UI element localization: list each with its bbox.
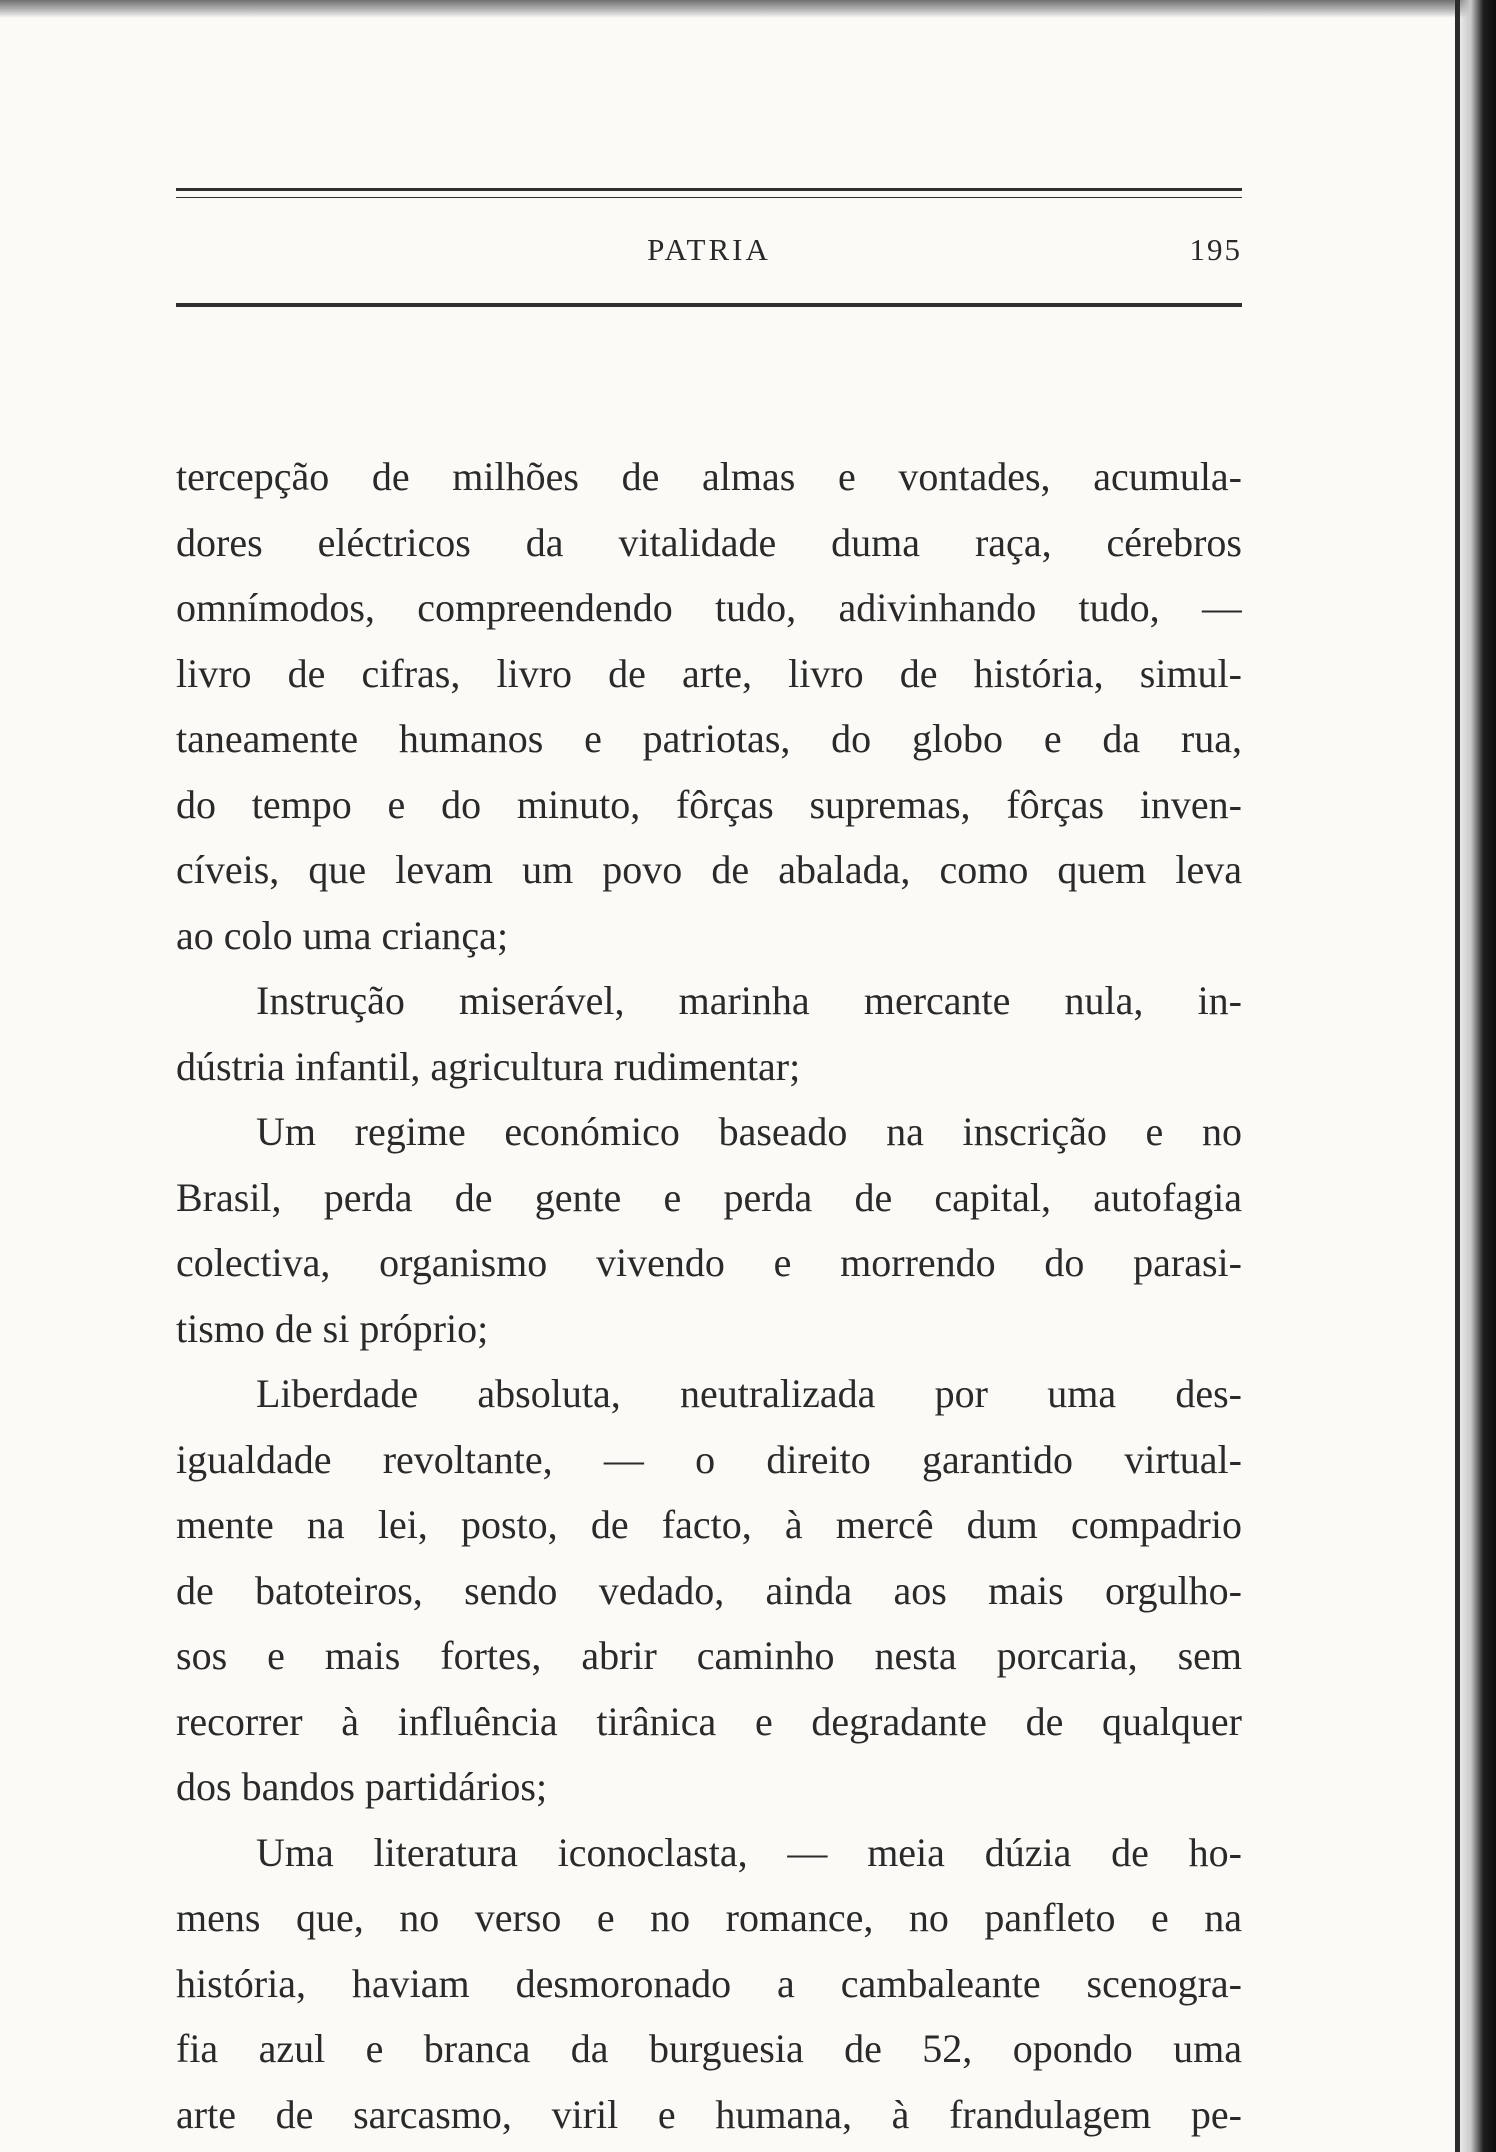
header-rule-top — [176, 188, 1242, 198]
text-line: Um regime económico baseado na inscrição e no — [256, 1109, 1242, 1154]
page-top-shadow — [0, 0, 1496, 18]
text-line: história, haviam desmoronado a cambaleante scenogra- — [176, 1960, 1242, 2006]
running-title: PATRIA — [647, 232, 771, 267]
page-binding-edge — [1454, 0, 1496, 2152]
text-line: omnímodos, compreendendo tudo, adivinhando tudo, — — [176, 585, 1242, 630]
text-line: dústria infantil, agricultura rudimentar; — [176, 1043, 801, 1089]
text-line: Instrução miserável, marinha mercante nula, in- — [256, 978, 1242, 1023]
text-line: dos bandos partidários; — [176, 1764, 548, 1809]
page-binding-line — [1455, 0, 1460, 2152]
text-line: de batoteiros, sendo vedado, ainda aos mais orgulho- — [176, 1567, 1242, 1613]
text-line: recorrer à influência tirânica e degradante de qualquer — [176, 1698, 1242, 1744]
text-line: mens que, no verso e no romance, no panfleto e na — [176, 1895, 1242, 1940]
text-line: ao colo uma criança; — [176, 912, 509, 958]
text-line: Uma literatura iconoclasta, — meia dúzia de ho- — [256, 1829, 1242, 1875]
running-head — [176, 226, 1242, 274]
text-line: do tempo e do minuto, fôrças supremas, fôrças inven- — [176, 781, 1242, 827]
text-line: Liberdade absoluta, neutralizada por uma des- — [256, 1371, 1242, 1416]
text-line: Brasil, perda de gente e perda de capital, autofagia — [176, 1174, 1242, 1220]
text-line: arte de sarcasmo, viril e humana, à frandulagem pe- — [176, 2091, 1242, 2137]
text-line: sos e mais fortes, abrir caminho nesta porcaria, sem — [176, 1633, 1242, 1678]
text-line: tismo de si próprio; — [176, 1305, 489, 1351]
text-line: mente na lei, posto, de facto, à mercê dum compadrio — [176, 1502, 1242, 1547]
header-rule-bottom — [176, 303, 1242, 307]
text-line: cíveis, que levam um povo de abalada, como quem leva — [176, 847, 1242, 892]
text-line: colectiva, organismo vivendo e morrendo do parasi- — [176, 1240, 1242, 1285]
text-line: livro de cifras, livro de arte, livro de história, simul- — [176, 650, 1242, 696]
text-line: fia azul e branca da burguesia de 52, opondo uma — [176, 2026, 1242, 2071]
text-line: taneamente humanos e patriotas, do globo e da rua, — [176, 716, 1242, 761]
text-line: igualdade revoltante, — o direito garantido virtual- — [176, 1436, 1242, 1482]
text-line: dores eléctricos da vitalidade duma raça, cérebros — [176, 519, 1242, 565]
text-line: tercepção de milhões de almas e vontades, acumula- — [176, 454, 1242, 499]
body-text — [176, 444, 1242, 2147]
page-number: 195 — [1189, 232, 1242, 267]
